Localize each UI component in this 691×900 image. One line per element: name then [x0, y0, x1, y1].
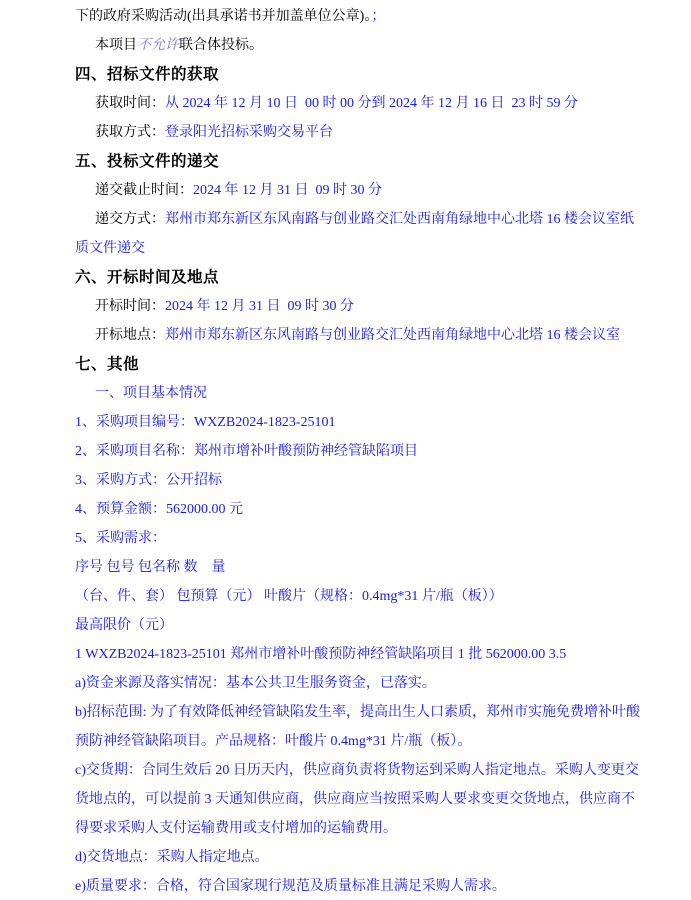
detail-funding-paragraph: a)资金来源及落实情况：基本公共卫生服务资金，已落实。	[75, 676, 436, 691]
detail-scope-paragraph: b)招标范围: 为了有效降低神经管缺陷发生率，提高出生人口素质，郑州市实施免费增补叶酸预防神经管缺陷项目。产品规格：叶酸片 0.4mg*31 片/瓶（板）。	[75, 705, 641, 749]
not-allowed-emphasis: 不允许	[137, 38, 179, 53]
section-heading-obtain-documents: 四、招标文件的获取	[75, 66, 220, 83]
intro-text: 下的政府采购活动(出具承诺书并加盖单位公章)。	[75, 9, 372, 24]
opening-location-label: 开标地点：	[95, 328, 165, 343]
procurement-method-line: 3、采购方式：公开招标	[75, 473, 222, 488]
submission-method-value: 郑州市郑东新区东风南路与创业路交汇处西南角绿地中心北塔 16 楼会议室纸质文件递交	[75, 212, 634, 256]
submission-deadline-row	[75, 176, 641, 205]
submission-method-label: 递交方式：	[95, 212, 165, 227]
submission-deadline-label: 递交截止时间：	[95, 183, 193, 198]
obtain-time-row	[75, 89, 641, 118]
budget-amount-line: 4、预算金额：562000.00 元	[75, 502, 243, 517]
opening-time-value: 2024 年 12 月 31 日 09 时 30 分	[165, 299, 354, 314]
requirement-table-maxprice-line: 最高限价（元）	[75, 618, 173, 633]
obtain-method-row	[75, 118, 641, 147]
project-basic-info-subheading: 一、项目基本情况	[95, 386, 207, 401]
intro-continuation-line	[75, 2, 641, 31]
section-heading-other: 七、其他	[75, 356, 140, 373]
consortium-note-suffix: 联合体投标。	[179, 38, 263, 53]
submission-method-row	[75, 205, 641, 263]
opening-location-row	[75, 321, 641, 350]
requirement-table-header-line: 序号 包号 包名称 数 量	[75, 560, 226, 575]
consortium-bid-note	[75, 31, 641, 60]
obtain-method-value: 登录阳光招标采购交易平台	[165, 125, 333, 140]
project-name-line: 2、采购项目名称：郑州市增补叶酸预防神经管缺陷项目	[75, 444, 418, 459]
procurement-demand-line: 5、采购需求：	[75, 531, 166, 546]
submission-deadline-value: 2024 年 12 月 31 日 09 时 30 分	[193, 183, 382, 198]
section-heading-bid-submission: 五、投标文件的递交	[75, 153, 220, 170]
opening-time-row	[75, 292, 641, 321]
detail-delivery-location-paragraph: d)交货地点：采购人指定地点。	[75, 850, 269, 865]
detail-delivery-period-paragraph: c)交货期：合同生效后 20 日历天内，供应商负责将货物运到采购人指定地点。采购人变更交货地点的，可以提前 3 天通知供应商，供应商应当按照采购人要求变更交货地点，供应商不得要求采购人支付运输费用或支付增加的运输费用。	[75, 763, 639, 836]
detail-quality-requirement-paragraph: e)质量要求：合格，符合国家现行规范及质量标准且满足采购人需求。	[75, 879, 506, 894]
requirement-table-data-row: 1 WXZB2024-1823-25101 郑州市增补叶酸预防神经管缺陷项目 1 批 562000.00 3.5	[75, 647, 567, 662]
intro-tail-punctuation: ；	[371, 9, 386, 24]
obtain-time-label: 获取时间：	[95, 96, 165, 111]
opening-location-value: 郑州市郑东新区东风南路与创业路交汇处西南角绿地中心北塔 16 楼会议室	[165, 328, 620, 343]
opening-time-label: 开标时间：	[95, 299, 165, 314]
section-heading-bid-opening: 六、开标时间及地点	[75, 269, 220, 286]
project-number-line: 1、采购项目编号：WXZB2024-1823-25101	[75, 415, 336, 430]
requirement-table-units-line: （台、件、套） 包预算（元） 叶酸片（规格：0.4mg*31 片/瓶（板））	[75, 589, 503, 604]
obtain-method-label: 获取方式：	[95, 125, 165, 140]
consortium-note-prefix: 本项目	[95, 38, 137, 53]
obtain-time-value: 从 2024 年 12 月 10 日 00 时 00 分到 2024 年 12 月 16 日 23 时 59 分	[165, 96, 578, 111]
